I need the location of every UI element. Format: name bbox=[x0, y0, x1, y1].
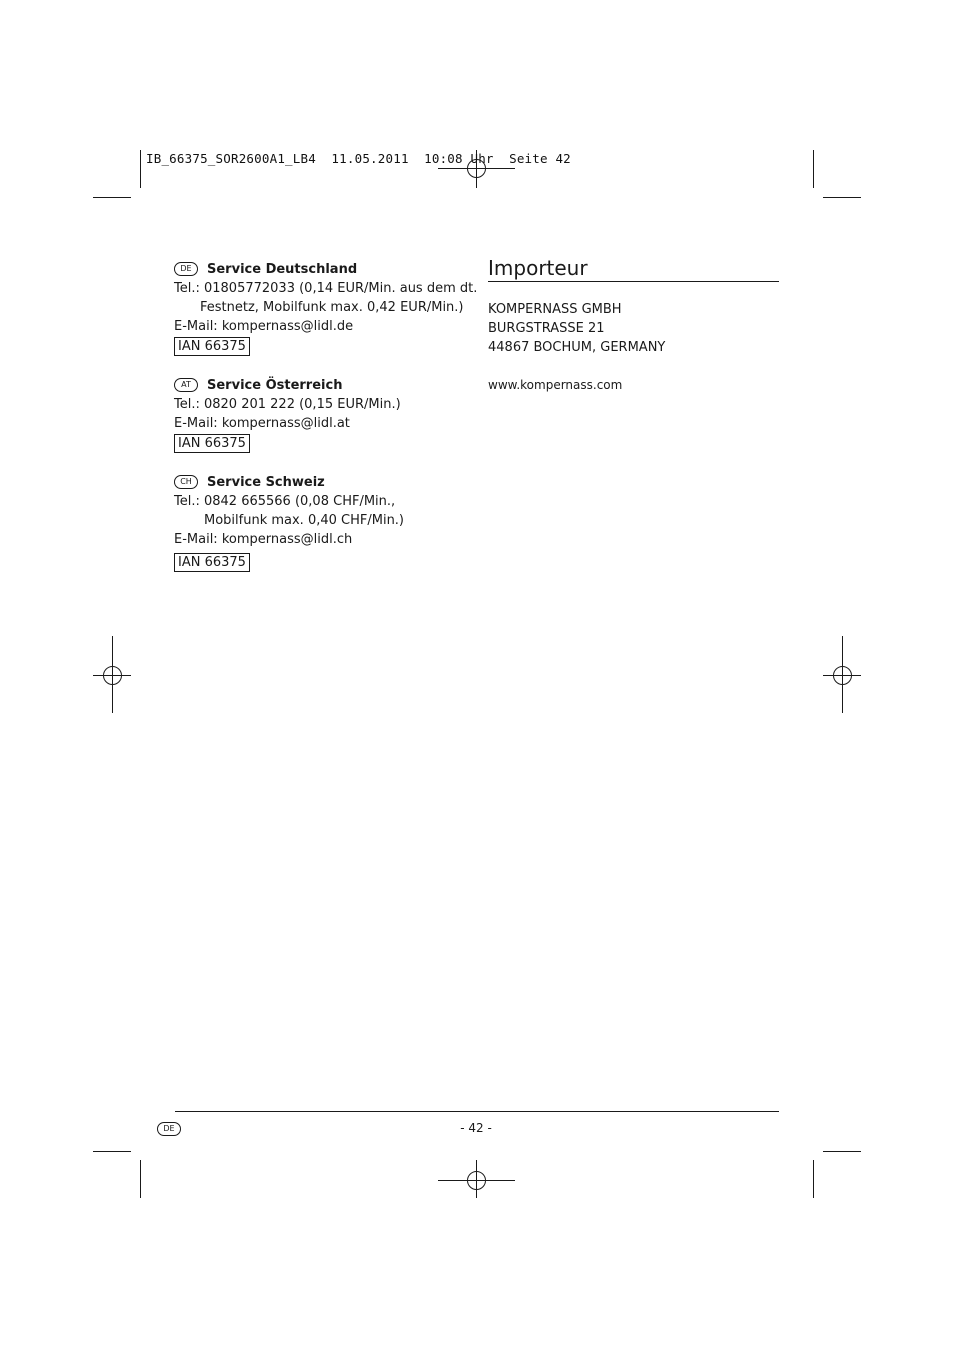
email-line: E-Mail: kompernass@lidl.de bbox=[174, 319, 354, 334]
address-line: 44867 BOCHUM, GERMANY bbox=[488, 340, 666, 355]
service-austria bbox=[174, 375, 474, 453]
website-link[interactable]: www.kompernass.com bbox=[488, 378, 623, 392]
phone-line: Tel.: 01805772033 (0,14 EUR/Min. aus dem dt. bbox=[174, 281, 478, 296]
service-title: Service Österreich bbox=[207, 377, 343, 393]
address-line: BURGSTRASSE 21 bbox=[488, 321, 605, 336]
service-heading bbox=[174, 375, 474, 395]
print-slug: IB_66375_SOR2600A1_LB4 11.05.2011 10:08 Uhr Seite 42 bbox=[146, 151, 571, 166]
phone-line: Tel.: 0842 665566 (0,08 CHF/Min., bbox=[174, 494, 396, 509]
page-number: - 42 - bbox=[460, 1121, 492, 1135]
importer-section bbox=[488, 255, 779, 395]
country-badge-de: DE bbox=[174, 262, 198, 276]
address-line: KOMPERNASS GMBH bbox=[488, 302, 622, 317]
service-heading bbox=[174, 259, 474, 279]
country-badge-ch: CH bbox=[174, 475, 198, 489]
ian-box: IAN 66375 bbox=[174, 553, 250, 572]
importer-title: Importeur bbox=[488, 255, 779, 282]
service-heading bbox=[174, 472, 474, 492]
email-line: E-Mail: kompernass@lidl.at bbox=[174, 416, 350, 431]
phone-line-continued: Festnetz, Mobilfunk max. 0,42 EUR/Min.) bbox=[200, 300, 464, 315]
service-title: Service Schweiz bbox=[207, 474, 325, 490]
service-switzerland bbox=[174, 472, 474, 572]
phone-line: Tel.: 0820 201 222 (0,15 EUR/Min.) bbox=[174, 397, 401, 412]
country-badge-at: AT bbox=[174, 378, 198, 392]
service-germany bbox=[174, 259, 478, 356]
service-contacts bbox=[174, 259, 478, 591]
phone-line-continued: Mobilfunk max. 0,40 CHF/Min.) bbox=[204, 513, 405, 528]
email-line: E-Mail: kompernass@lidl.ch bbox=[174, 532, 353, 547]
ian-box: IAN 66375 bbox=[174, 337, 250, 356]
service-title: Service Deutschland bbox=[207, 261, 358, 277]
ian-box: IAN 66375 bbox=[174, 434, 250, 453]
footer-rule bbox=[175, 1111, 779, 1112]
footer-country-badge: DE bbox=[157, 1122, 181, 1136]
